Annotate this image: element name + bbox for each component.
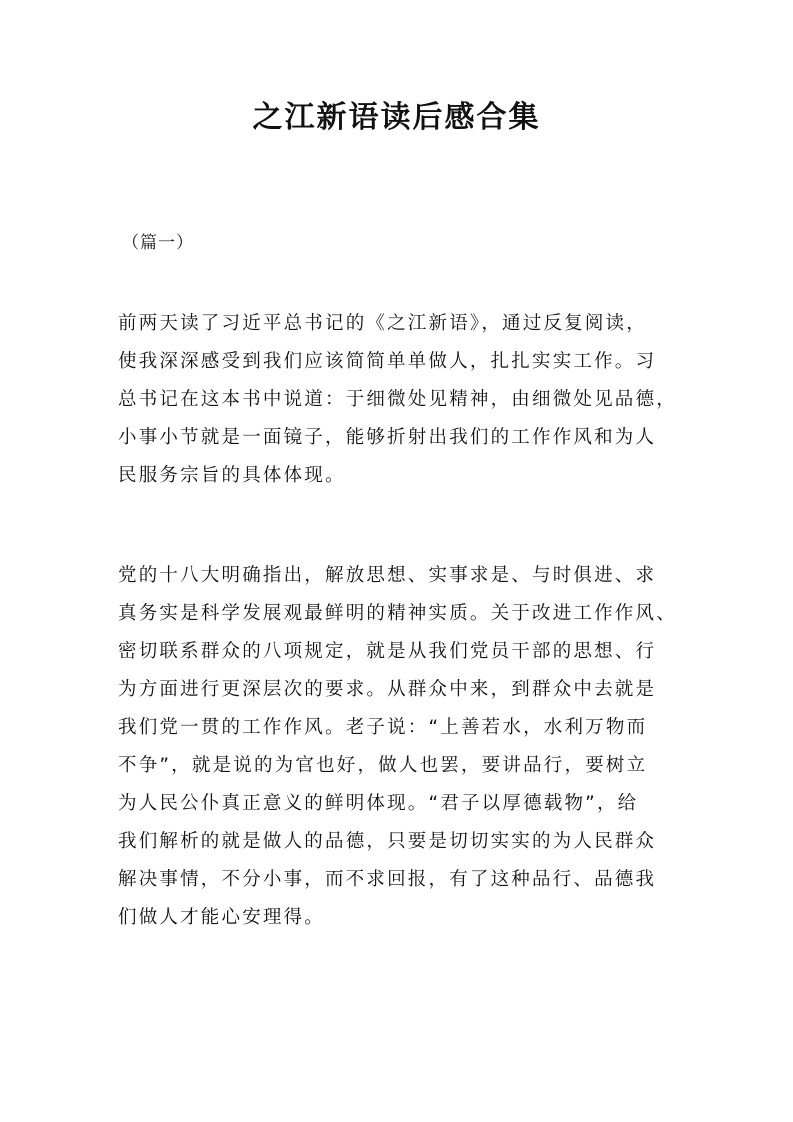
paragraph-line: 使我深深感受到我们应该简简单单做人，扎扎实实工作。习 xyxy=(118,351,657,372)
paragraph-line: 解决事情，不分小事，而不求回报，有了这种品行、品德我 xyxy=(118,869,657,890)
paragraph-1 xyxy=(118,305,688,495)
paragraph-line: 民服务宗旨的具体体现。 xyxy=(118,465,346,486)
paragraph-line: 小事小节就是一面镜子，能够折射出我们的工作作风和为人 xyxy=(118,427,657,448)
paragraph-line: 们做人才能心安理得。 xyxy=(118,907,326,928)
paragraph-line: 我们解析的就是做人的品德，只要是切切实实的为人民群众 xyxy=(118,831,657,852)
paragraph-line: 为人民公仆真正意义的鲜明体现。“君子以厚德载物”，给 xyxy=(118,793,639,814)
paragraph-line: 不争”，就是说的为官也好，做人也罢，要讲品行，要树立 xyxy=(118,755,648,776)
paragraph-line: 我们党一贯的工作作风。老子说：“上善若水，水利万物而 xyxy=(118,717,648,738)
paragraph-line: 总书记在这本书中说道：于细微处见精神，由细微处见品德， xyxy=(118,389,677,410)
paragraph-line: 前两天读了习近平总书记的《之江新语》，通过反复阅读， xyxy=(118,313,647,334)
paragraph-line: 党的十八大明确指出，解放思想、实事求是、与时俱进、求 xyxy=(118,565,657,586)
paragraph-line: 密切联系群众的八项规定，就是从我们党员干部的思想、行 xyxy=(118,641,657,662)
section-label: （篇一） xyxy=(122,233,194,253)
paragraph-2 xyxy=(118,557,688,937)
document-title: 之江新语读后感合集 xyxy=(252,100,541,135)
paragraph-line: 真务实是科学发展观最鲜明的精神实质。关于改进工作作风、 xyxy=(118,603,677,624)
paragraph-line: 为方面进行更深层次的要求。从群众中来，到群众中去就是 xyxy=(118,679,657,700)
